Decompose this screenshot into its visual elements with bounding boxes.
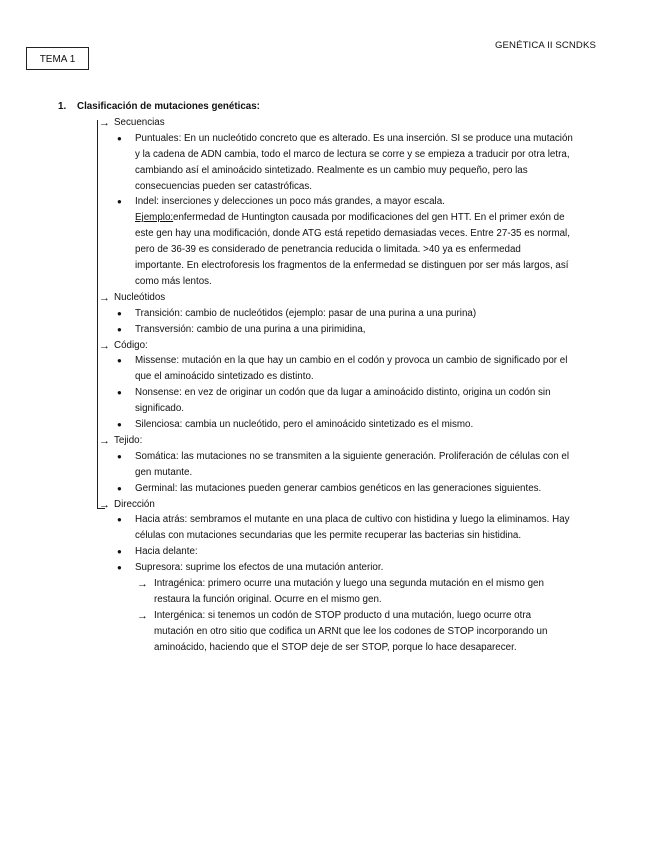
bullet-icon: ●	[117, 515, 122, 525]
example-line: pero de 36-39 es considerado de penetrancia reducida o limitada. >40 ya es enfermedad	[135, 244, 521, 256]
category-label: Dirección	[114, 498, 155, 510]
arrow-icon: →	[99, 339, 110, 352]
list-item-line: Nonsense: en vez de originar un codón que da lugar a aminoácido distinto, origina un codón sin	[135, 387, 551, 399]
list-item-line: Supresora: suprime los efectos de una mutación anterior.	[135, 562, 384, 574]
arrow-icon: →	[99, 116, 110, 129]
bullet-icon: ●	[117, 563, 122, 573]
bullet-icon: ●	[117, 483, 122, 493]
list-item-line: que el aminoácido sintetizado es distinto.	[135, 371, 314, 383]
bullet-icon: ●	[117, 356, 122, 366]
category-label: Tejido:	[114, 434, 143, 446]
list-item-line: Indel: inserciones y delecciones un poco más grandes, a mayor escala.	[135, 196, 445, 208]
list-item-line: Puntuales: En un nucleótido concreto que es alterado. Es una inserción. SI se produce una mutación	[135, 132, 573, 144]
list-item-line: cambiando así el aminoácido sintetizado. Realmente es un cambio muy pequeño, pero las	[135, 164, 528, 176]
list-item-line: significado.	[135, 403, 185, 415]
bracket-line	[97, 120, 98, 509]
example-line: enfermedad de Huntington causada por modificaciones del gen HTT. En el primer exón de	[173, 212, 565, 224]
bullet-icon: ●	[117, 388, 122, 398]
list-item-line: Transición: cambio de nucleótidos (ejemplo: pasar de una purina a una purina)	[135, 307, 477, 319]
bullet-icon: ●	[117, 420, 122, 429]
bullet-icon: ●	[117, 451, 122, 461]
list-item-line: Hacia atrás: sembramos el mutante en una placa de cultivo con histidina y luego la eliminamos. Hay	[135, 514, 570, 526]
bullet-icon: ●	[117, 133, 122, 143]
list-item-line: Somática: las mutaciones no se transmiten a la siguiente generación. Proliferación de células con el	[135, 450, 570, 462]
arrow-icon: →	[99, 434, 110, 447]
list-item-line: Transversión: cambio de una purina a una pirimidina,	[135, 323, 366, 335]
subitem-line: aminoácido, haciendo que el STOP deje de ser STOP, porque lo hace desaparecer.	[154, 641, 517, 653]
bullet-icon: ●	[117, 197, 122, 207]
list-item-line: Hacia delante:	[135, 546, 198, 558]
list-item-line: Missense: mutación en la que hay un cambio en el codón y provoca un cambio de significado por el	[135, 355, 568, 367]
subitem-line: Intergénica: si tenemos un codón de STOP producto d una mutación, luego ocurre otra	[154, 609, 532, 621]
category-label: Código:	[114, 339, 148, 351]
list-item-line: Germinal: las mutaciones pueden generar cambios genéticos en las generaciones siguientes.	[135, 482, 542, 494]
list-item-line: gen mutante.	[135, 466, 193, 478]
section-title: Clasificación de mutaciones genéticas:	[77, 101, 260, 112]
example-label: Ejemplo:	[135, 212, 174, 224]
arrow-icon: →	[99, 498, 110, 511]
subitem-line: restaura la función original. Ocurre en el mismo gen.	[154, 593, 382, 605]
category-label: Nucleótidos	[114, 291, 166, 303]
list-item-line: y la cadena de ADN cambia, todo el marco de lectura se corre y se empieza a traducir por otra letra,	[135, 148, 570, 160]
example-line: como más lentos.	[135, 275, 212, 287]
arrow-icon: →	[99, 291, 110, 304]
category-label: Secuencias	[114, 116, 165, 128]
example-line: importante. En electroforesis los fragmentos de la enfermedad se distinguen por ser más largos, así	[135, 260, 569, 271]
header-title: GENÉTICA II SCNDKS	[495, 40, 596, 51]
subitem-line: Intragénica: primero ocurre una mutación y luego una segunda mutación en el mismo gen	[154, 578, 544, 589]
list-item-line: células con mutaciones secundarias que les permite recuperar las bacterias sin histidina.	[135, 530, 522, 542]
arrow-icon: →	[137, 578, 148, 590]
list-item-line: Silenciosa: cambia un nucleótido, pero el aminoácido sintetizado es el mismo.	[135, 419, 474, 430]
bullet-icon: ●	[117, 308, 122, 318]
subitem-line: mutación en otro sitio que codifica un ARNt que lee los codones de STOP incorporando un	[154, 625, 548, 637]
list-item-line: consecuencias pueden ser catastróficas.	[135, 180, 312, 192]
tema-box: TEMA 1	[26, 47, 89, 70]
bullet-icon: ●	[117, 324, 122, 334]
section-number: 1.	[58, 101, 67, 112]
arrow-icon: →	[137, 609, 148, 622]
bullet-icon: ●	[117, 547, 122, 557]
example-line: este gen hay una modificación, donde ATG está repetido demasiadas veces. Entre 27-35 es normal,	[135, 228, 570, 240]
